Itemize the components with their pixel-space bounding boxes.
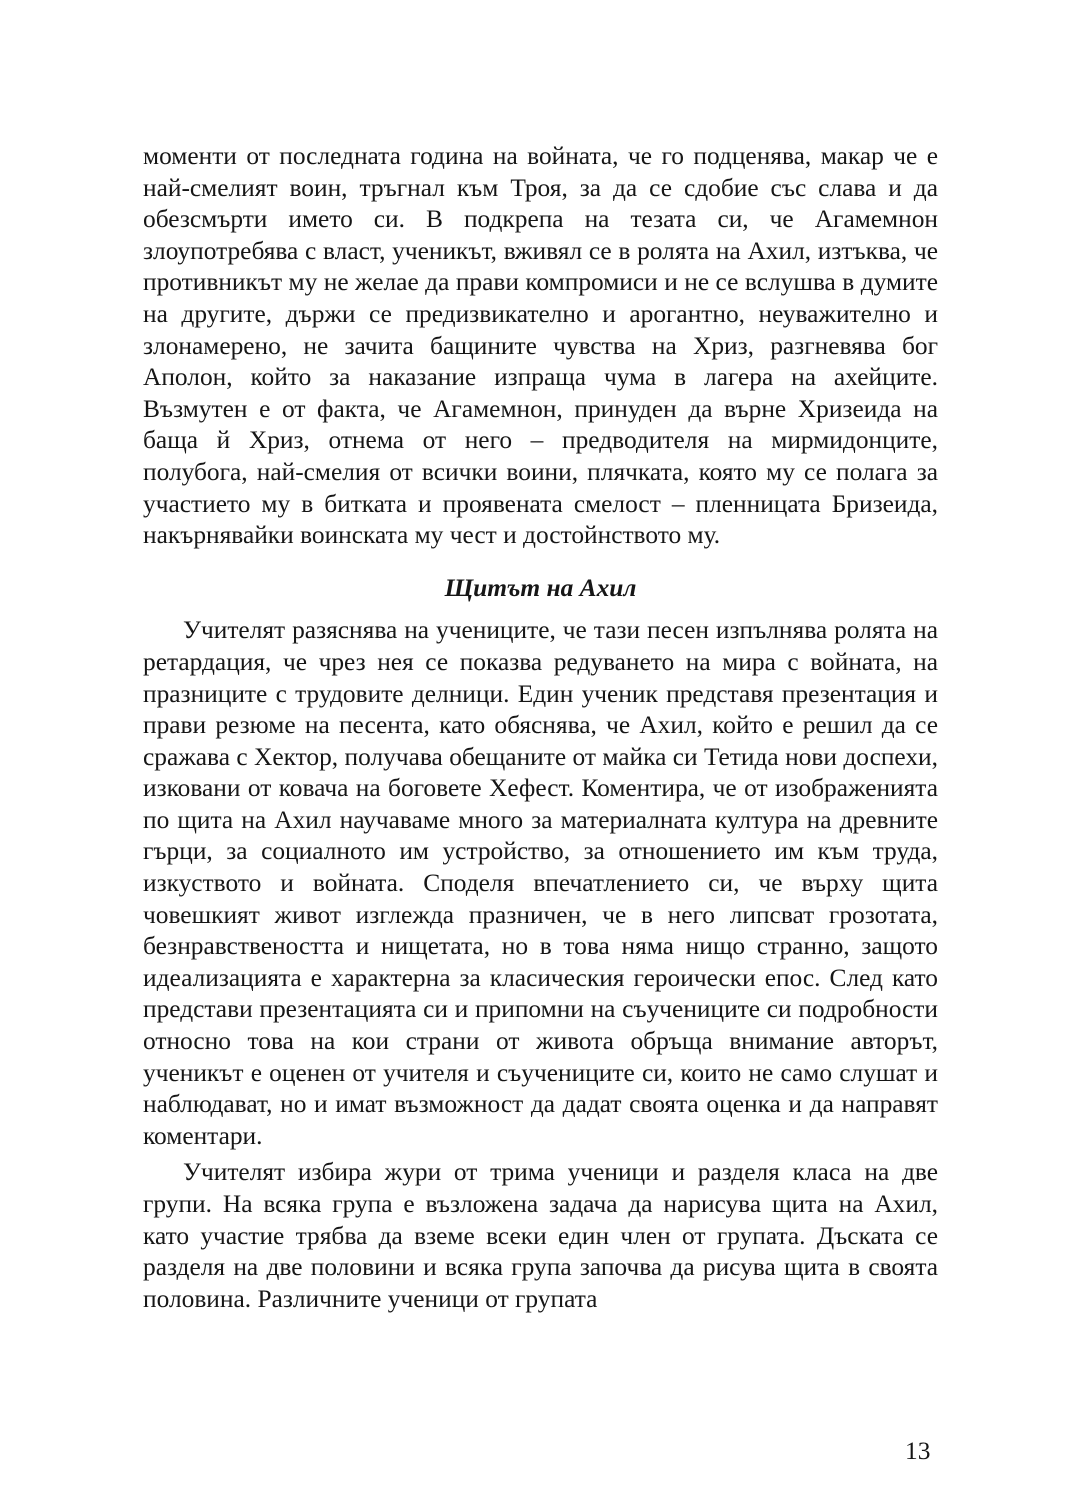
paragraph-shield-drawing-task: Учителят избира жури от трима ученици и разделя класа на две групи. На всяка група е възложена задача да нарисува щита на Ахил, като участие трябва да вземе всеки един член от групата. Дъската се разделя на две половини и всяка група започва да рисува щита в своята половина. Различните ученици от групата (143, 1158, 938, 1313)
paragraph-agamemnon-conflict: моменти от последната година на войната, че го подценява, макар че е най-смелият воин, тръгнал към Троя, за да се сдобие със слава и да обезсмърти името си. В подкрепа на тезата си, че Агамемнон злоупотребява с власт, ученикът, вживял се в ролята на Ахил, изтъква, че противникът му не желае да прави компромиси и не се вслушва в думите на другите, държи се предизвикателно и арогантно, неуважително и злонамерено, не зачита бащините чувства на Хриз, разгневява бог Аполон, който за наказание изпраща чума в лагера на ахейците. Възмутен е от факта, че Агамемнон, принуден да върне Хризеида на баща й Хриз, отнема от него – предводителя на мирмидонците, полубога, най-смелия от всички воини, плячката, която му се полага за участието му в битката и проявената смелост – пленницата Бризеида, накърнявайки воинската му чест и достойнството му. (143, 142, 938, 550)
section-heading: Щитът на Ахил (444, 573, 637, 602)
paragraph-shield-presentation: Учителят разяснява на учениците, че тази песен изпълнява ролята на ретардация, че чрез нея се показва редуването на мира с войната, на празниците с трудовите делници. Един ученик представя презентация и прави резюме на песента, като обяснява, че Ахил, който е решил да се сражава с Хектор, получава обещаните от майка си Тетида нови доспехи, изковани от ковача на боговете Хефест. Коментира, че от изображенията по щита на Ахил научаваме много за материалната култура на древните гърци, за социалното им устройство, за отношението им към труда, изкуството и войната. Споделя впечатлението си, че върху щита човешкият живот изглежда празничен, че в него липсват грозотата, безнравствеността и нищетата, но в това няма нищо странно, защото идеализацията е характерна за класическия героически епос. След като представи презентацията си и припомни на съучениците си подробности относно това на кои страни от живота обръща внимание авторът, ученикът е оценен от учителя и съучениците си, които не само слушат и наблюдават, но и имат възможност да дадат своята оценка и да направят коментари. (143, 616, 938, 1150)
page-number: 13 (905, 1437, 931, 1465)
page-body (143, 141, 938, 1315)
